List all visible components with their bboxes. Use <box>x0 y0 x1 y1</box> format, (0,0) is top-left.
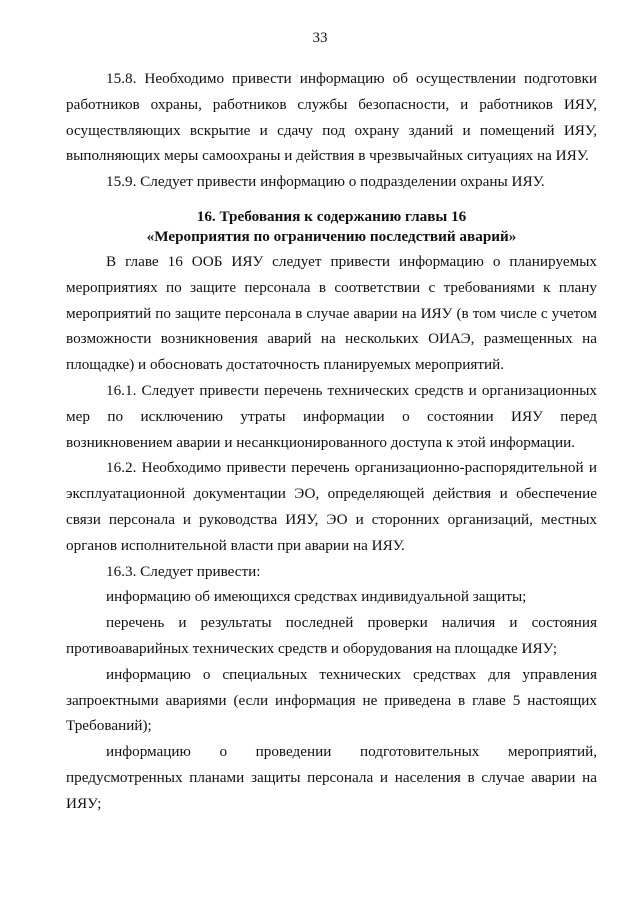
paragraph-16-3: 16.3. Следует привести: <box>106 562 261 580</box>
chapter-16-heading <box>66 207 597 247</box>
chapter-16-title: 16. Требования к содержанию главы 16 <box>196 207 467 225</box>
list-item: информацию о специальных технических средствах для управления запроектными авариями (если информация не приведена в главе 5 настоящих Требований); <box>66 665 597 735</box>
list-item: информацию об имеющихся средствах индивидуальной защиты; <box>106 588 527 606</box>
chapter-16-subtitle: «Мероприятия по ограничению последствий аварий» <box>146 227 517 245</box>
list-item: перечень и результаты последней проверки наличия и состояния противоаварийных технических средств и оборудования на площадке ИЯУ; <box>66 614 597 657</box>
paragraph-16-intro: В главе 16 ООБ ИЯУ следует привести информацию о планируемых мероприятиях по защите персонала в соответствии с требованиями к плану мероприятий по защите персонала в случае аварии на ИЯУ (в том числе с учетом возможности возникновения аварий на нескольких ОИАЭ, размещенных на площадке) и обосновать достаточность планируемых мероприятий. <box>66 252 597 374</box>
paragraph-15-8: 15.8. Необходимо привести информацию об осуществлении подготовки работников охраны, работников службы безопасности, и работников ИЯУ, осуществляющих вскрытие и сдачу под охрану зданий и помещений ИЯУ, выполняющих меры самоохраны и действия в чрезвычайных ситуациях на ИЯУ. <box>66 70 597 165</box>
list-item: информацию о проведении подготовительных мероприятий, предусмотренных планами защиты персонала и населения в случае аварии на ИЯУ; <box>66 743 597 812</box>
paragraph-15-9: 15.9. Следует привести информацию о подразделении охраны ИЯУ. <box>106 173 545 191</box>
page-content <box>66 66 597 817</box>
paragraph-16-1: 16.1. Следует привести перечень технических средств и организационных мер по исключению утраты информации о состоянии ИЯУ перед возникновением аварии и несанкционированного доступа к этой информации. <box>66 381 597 451</box>
page-number: 33 <box>312 30 328 46</box>
paragraph-16-2: 16.2. Необходимо привести перечень организационно-распорядительной и эксплуатационной документации ЭО, определяющей действия и обеспечение связи персонала и руководства ИЯУ, ЭО и сторонних организаций, местных органов исполнительной власти при аварии на ИЯУ. <box>66 459 597 554</box>
